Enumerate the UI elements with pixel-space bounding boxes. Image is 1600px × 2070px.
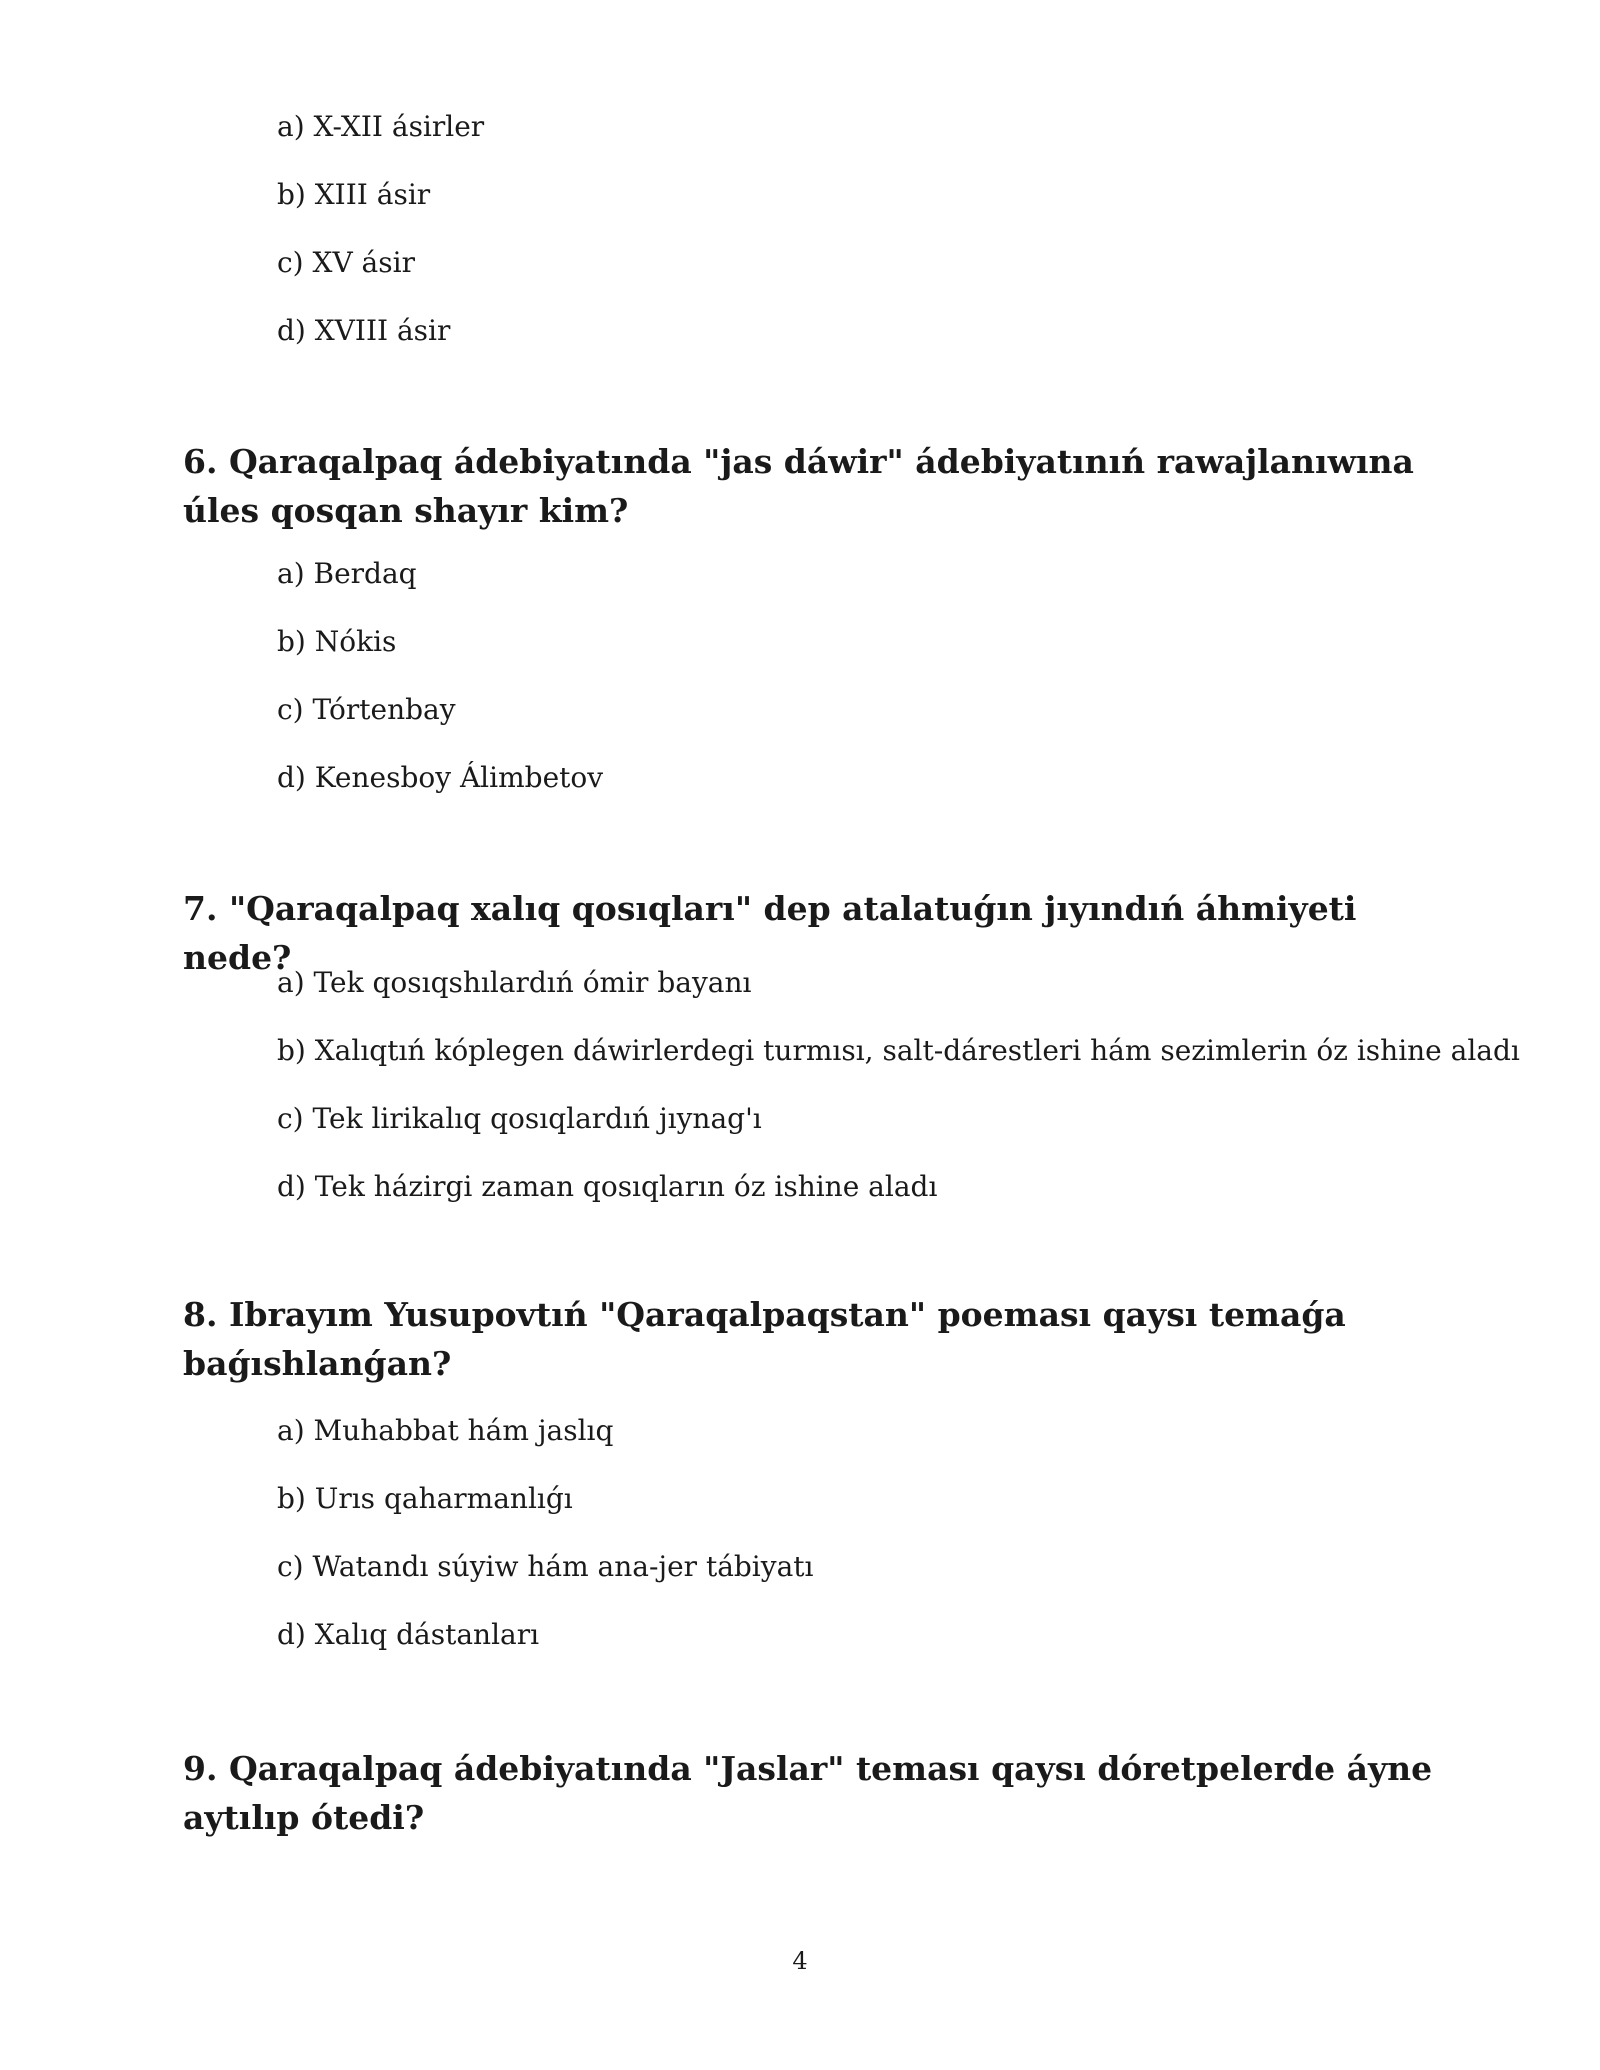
- option-d: d) XVIII ásir: [277, 314, 451, 347]
- option-c: c) XV ásir: [277, 246, 415, 279]
- option-b: b) Xalıqtıń kóplegen dáwirlerdegi turmısı, salt-dárestleri hám sezimlerin óz ishine aladı: [277, 1034, 1520, 1067]
- option-a: a) Tek qosıqshılardıń ómir bayanı: [277, 966, 752, 999]
- q5-options: [277, 110, 484, 382]
- option-a: a) X-XII ásirler: [277, 110, 485, 143]
- option-b: b) XIII ásir: [277, 178, 431, 211]
- option-a: a) Berdaq: [277, 557, 417, 590]
- option-c: c) Tórtenbay: [277, 693, 456, 726]
- option-d: d) Tek házirgi zaman qosıqların óz ishine aladı: [277, 1170, 938, 1203]
- q6-options: [277, 557, 603, 829]
- question-7-heading: 7. "Qaraqalpaq xalıq qosıqları" dep atalatuǵın jıyındıń áhmiyeti nede?: [183, 889, 1357, 977]
- option-d: d) Xalıq dástanları: [277, 1618, 540, 1651]
- option-c: c) Watandı súyiw hám ana-jer tábiyatı: [277, 1550, 814, 1583]
- option-b: b) Urıs qaharmanlıǵı: [277, 1482, 573, 1515]
- option-b: b) Nókis: [277, 625, 397, 658]
- page-number: 4: [792, 1947, 808, 1975]
- option-d: d) Kenesboy Álimbetov: [277, 761, 604, 794]
- option-c: c) Tek lirikalıq qosıqlardıń jıynag'ı: [277, 1102, 762, 1135]
- question-6-heading: 6. Qaraqalpaq ádebiyatında "jas dáwir" ádebiyatınıń rawajlanıwına úles qosqan shayır kim?: [183, 442, 1414, 530]
- option-a: a) Muhabbat hám jaslıq: [277, 1414, 614, 1447]
- question-8-heading: 8. Ibrayım Yusupovtıń "Qaraqalpaqstan" poeması qaysı temaǵa baǵıshlanǵan?: [183, 1295, 1346, 1383]
- q8-options: [277, 1414, 813, 1686]
- q7-options: [277, 966, 1520, 1238]
- question-9-heading: 9. Qaraqalpaq ádebiyatında "Jaslar" teması qaysı dóretpelerde áyne aytılıp ótedi?: [183, 1749, 1433, 1837]
